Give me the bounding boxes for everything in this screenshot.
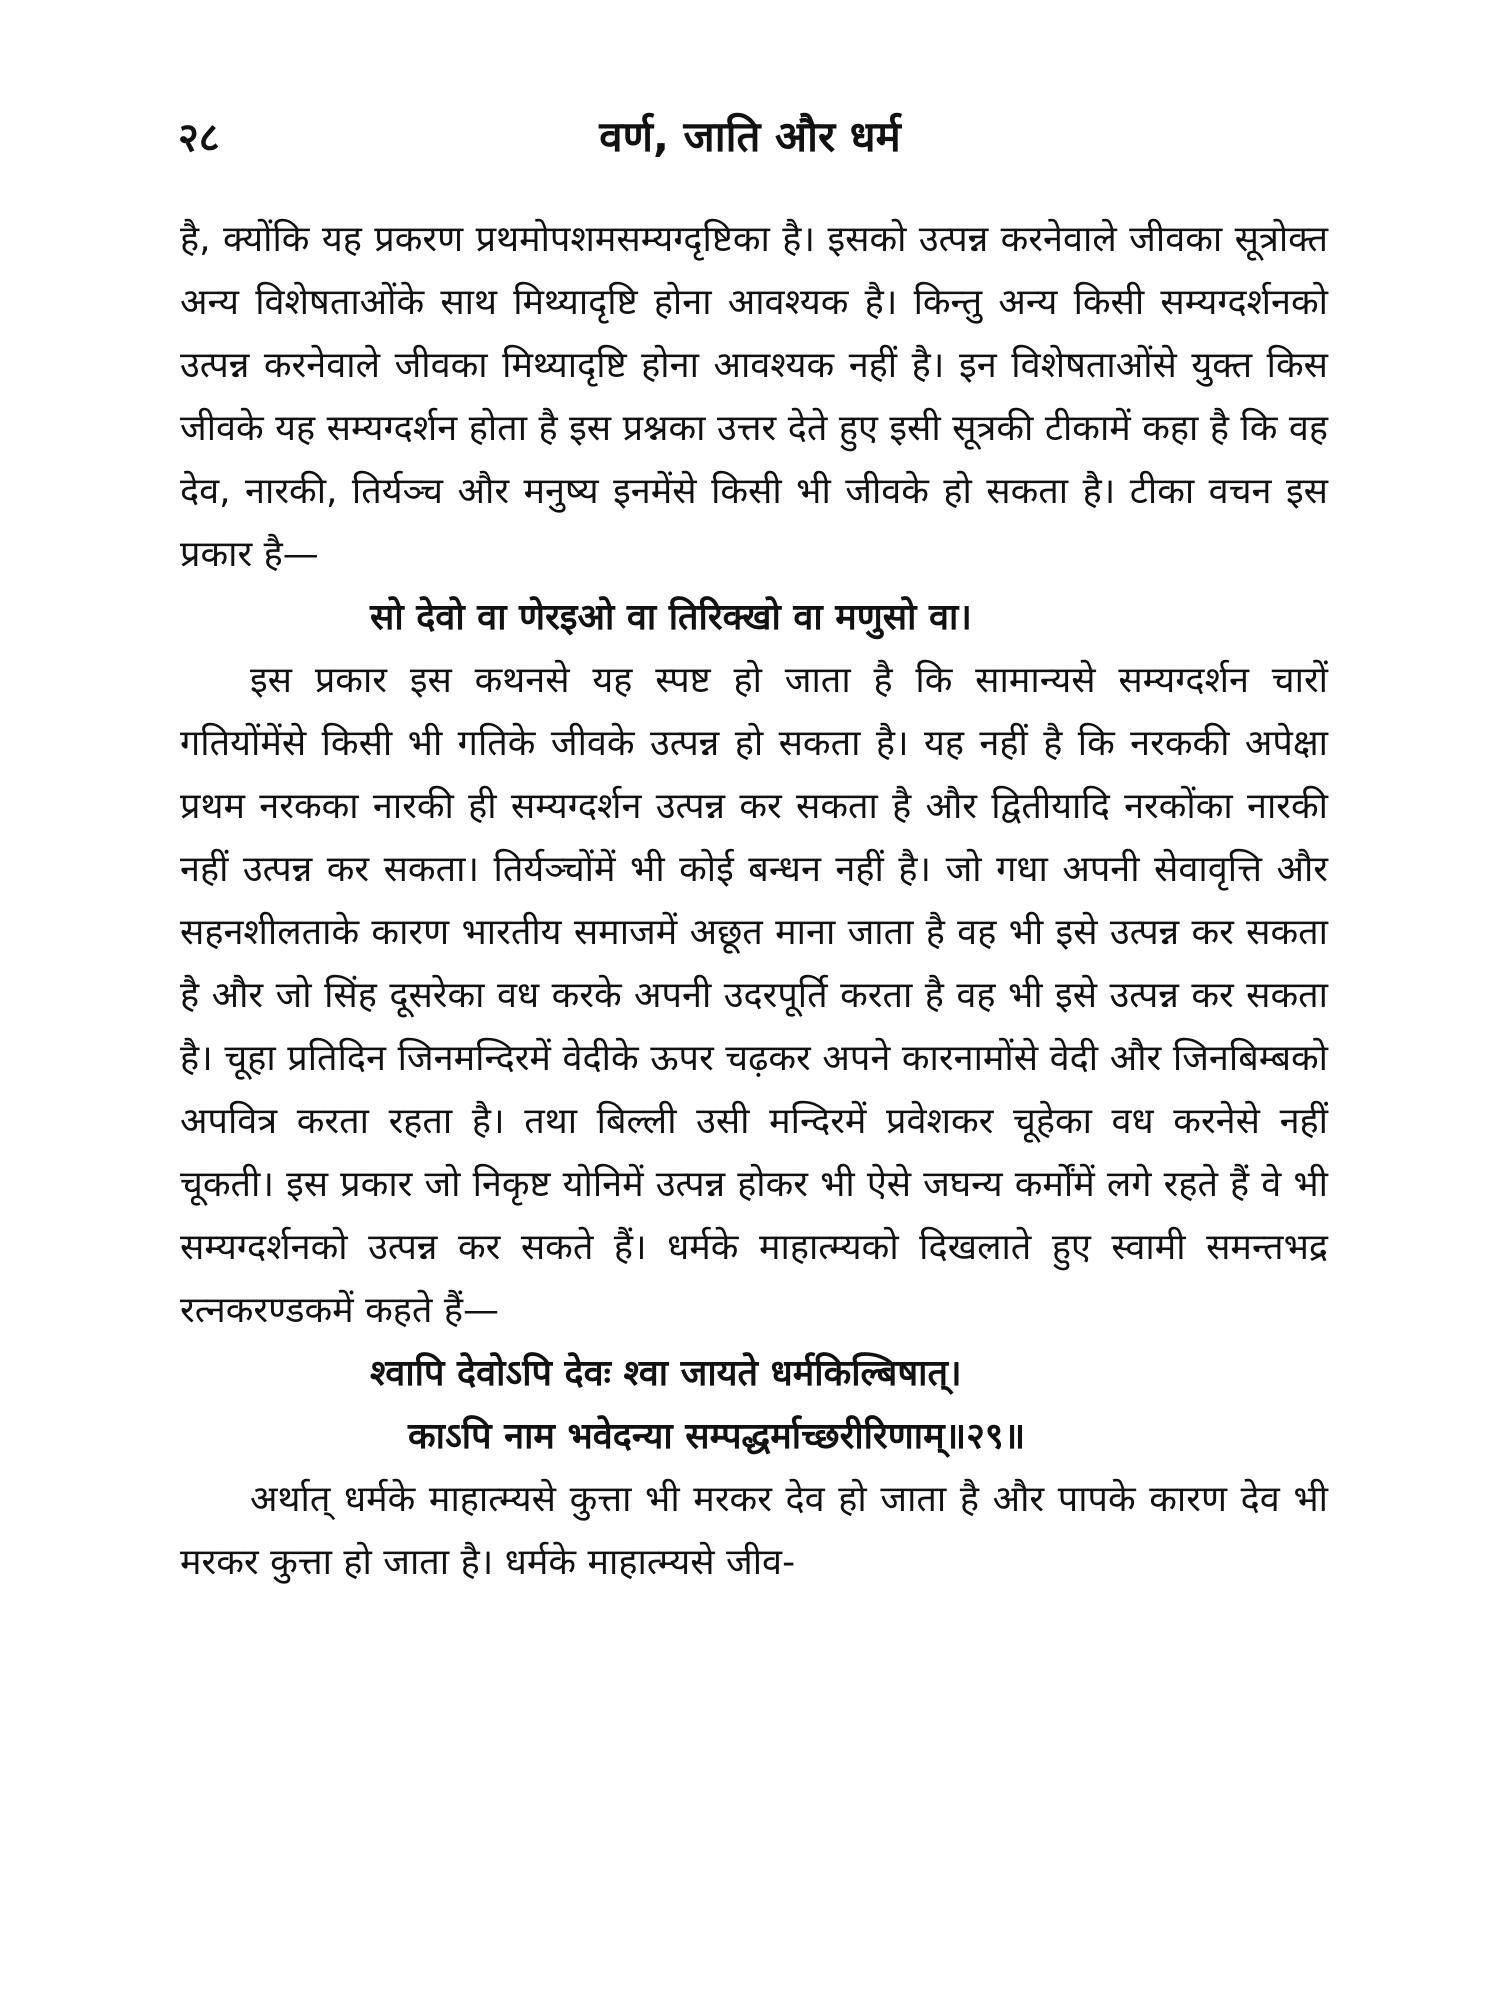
sanskrit-verse-line-1: श्वापि देवोऽपि देवः श्वा जायते धर्मकिल्बिषात्। (370, 1353, 962, 1394)
paragraph-2: इस प्रकार इस कथनसे यह स्पष्ट हो जाता है कि सामान्यसे सम्यग्दर्शन चारों गतियोंमेंसे किसी भी गतिके जीवके उत्पन्न हो सकता है। यह नहीं है कि नरककी अपेक्षा प्रथम नरकका नारकी ही सम्यग्दर्शन उत्पन्न कर सकता है और द्वितीयादि नरकोंका नारकी नहीं उत्पन्न कर सकता। तिर्यञ्चोंमें भी कोई बन्धन नहीं है। जो गधा अपनी सेवावृत्ति और सहनशीलताके कारण भारतीय समाजमें अछूत माना जाता है वह भी इसे उत्पन्न कर सकता है और जो सिंह दूसरेका वध करके अपनी उदरपूर्ति करता है वह भी इसे उत्पन्न कर सकता है। चूहा प्रतिदिन जिनमन्दिरमें वेदीके ऊपर चढ़कर अपने कारनामोंसे वेदी और जिनबिम्बको अपवित्र करता रहता है। तथा बिल्ली उसी मन्दिरमें प्रवेशकर चूहेका वध करनेसे नहीं चूकती। इस प्रकार जो निकृष्ट योनिमें उत्पन्न होकर भी ऐसे जघन्य कर्मोंमें लगे रहते हैं वे भी सम्यग्दर्शनको उत्पन्न कर सकते हैं। धर्मके माहात्म्यको दिखलाते हुए स्वामी समन्तभद्र रत्नकरण्डकमें कहते हैं— (180, 660, 1328, 1331)
running-head: वर्ण, जाति और धर्म (599, 112, 901, 161)
page-body (180, 208, 1328, 1594)
page-number: २८ (178, 115, 220, 161)
paragraph-1: है, क्योंकि यह प्रकरण प्रथमोपशमसम्यग्दृष्टिका है। इसको उत्पन्न करनेवाले जीवका सूत्रोक्त अन्य विशेषताओंके साथ मिथ्यादृष्टि होना आवश्यक है। किन्तु अन्य किसी सम्यग्दर्शनको उत्पन्न करनेवाले जीवका मिथ्यादृष्टि होना आवश्यक नहीं है। इन विशेषताओंसे युक्त किस जीवके यह सम्यग्दर्शन होता है इस प्रश्नका उत्तर देते हुए इसी सूत्रकी टीकामें कहा है कि वह देव, नारकी, तिर्यञ्च और मनुष्य इनमेंसे किसी भी जीवके हो सकता है। टीका वचन इस प्रकार है— (180, 219, 1328, 575)
paragraph-3: अर्थात् धर्मके माहात्म्यसे कुत्ता भी मरकर देव हो जाता है और पापके कारण देव भी मरकर कुत्ता हो जाता है। धर्मके माहात्म्यसे जीव- (180, 1479, 1328, 1583)
prakrit-quote: सो देवो वा णेरइओ वा तिरिक्खो वा मणुसो वा। (370, 597, 972, 638)
sanskrit-verse-line-2: काऽपि नाम भवेदन्या सम्पद्धर्माच्छरीरिणाम्॥२९॥ (408, 1416, 1026, 1457)
